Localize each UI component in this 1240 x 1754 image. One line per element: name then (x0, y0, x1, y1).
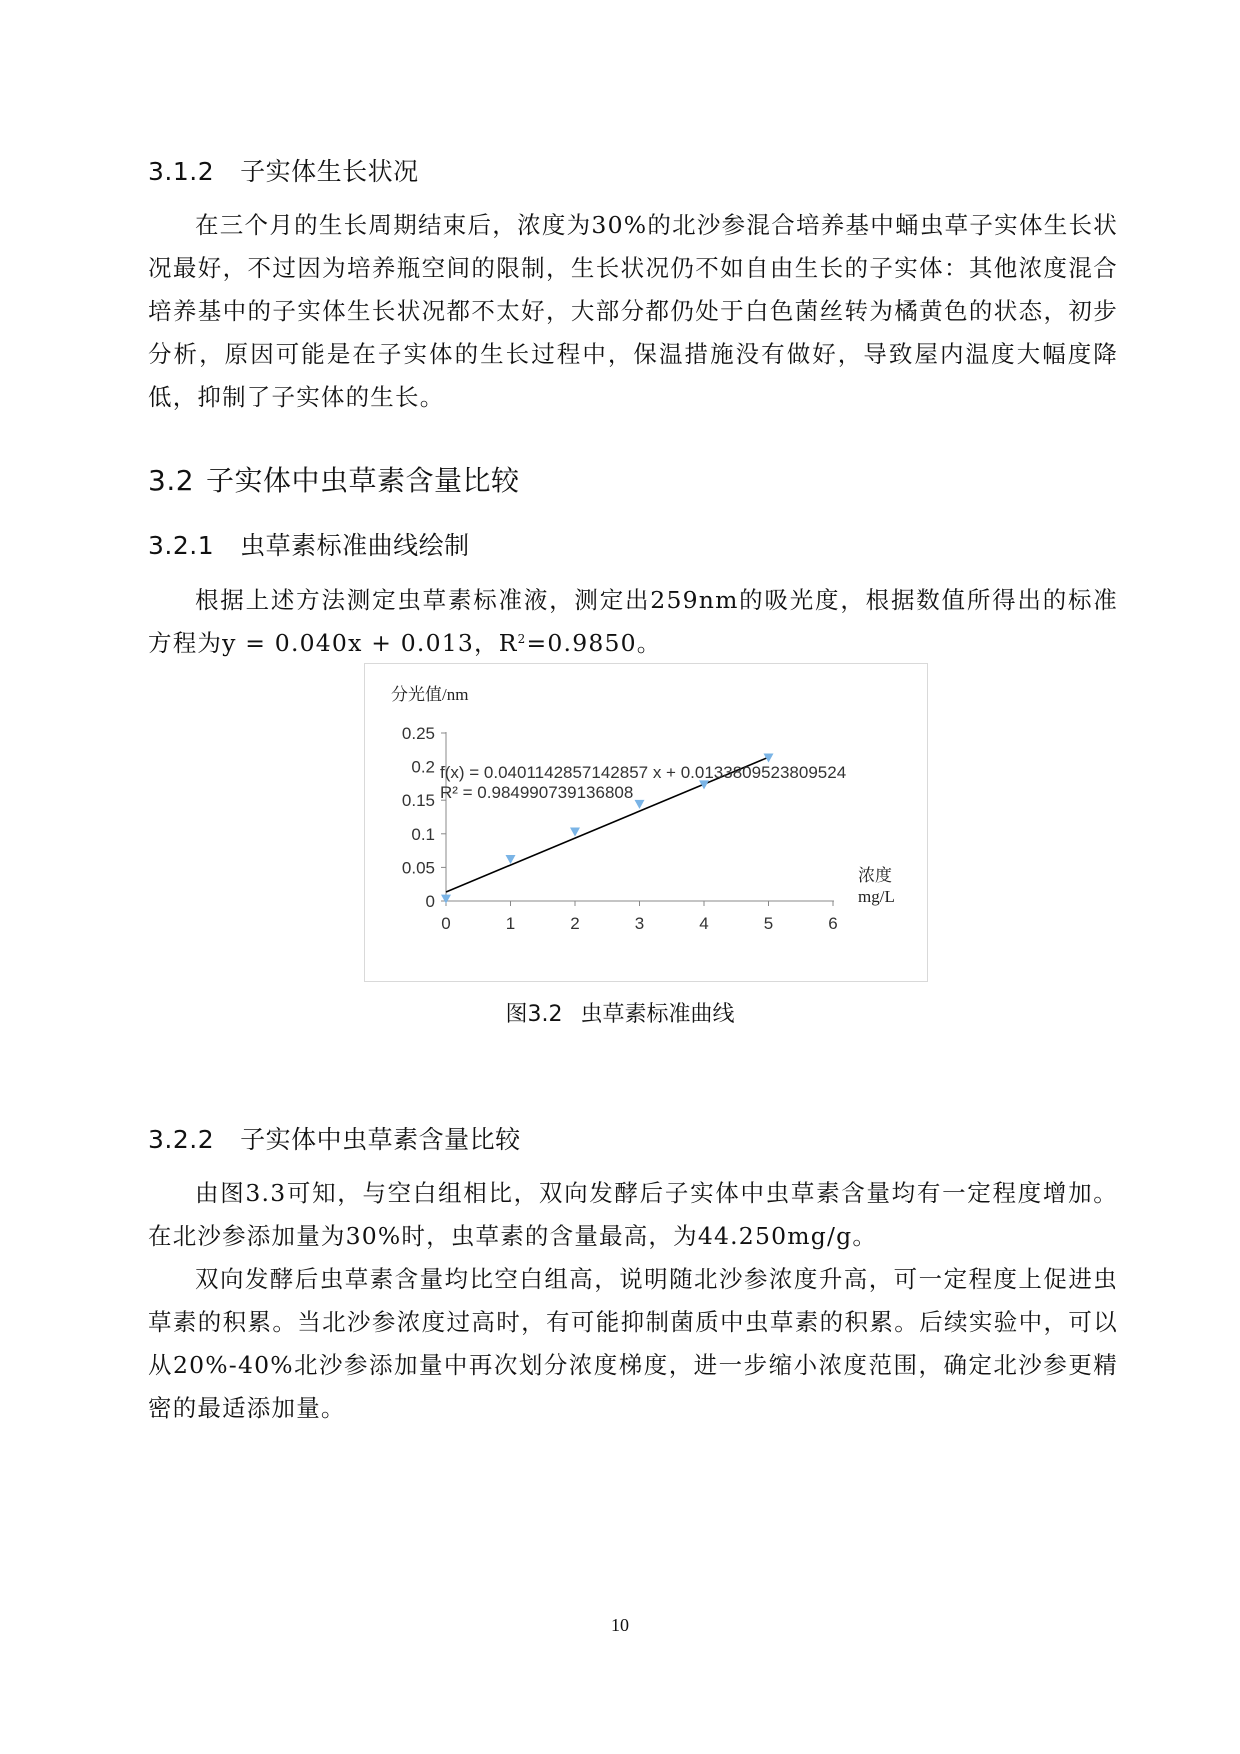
section-heading-3-1-2 (148, 156, 1118, 188)
section-title: 子实体生长状况 (240, 157, 419, 186)
paragraph-growth: 在三个月的生长周期结束后，浓度为30%的北沙参混合培养基中蛹虫草子实体生长状况最好，不过因为培养瓶空间的限制，生长状况仍不如自由生长的子实体：其他浓度混合培养基中的子实体生长状况都不太好，大部分都仍处于白色菌丝转为橘黄色的状态，初步分析，原因可能是在子实体的生长过程中，保温措施没有做好，导致屋内温度大幅度降低，抑制了子实体的生长。 (148, 211, 1118, 411)
paragraph-standard-curve (148, 579, 1118, 665)
section-title: 子实体中虫草素含量比较 (206, 464, 520, 497)
data-point (506, 855, 516, 864)
figure-caption (0, 1000, 1240, 1030)
paragraph-text-b: =0.9850。 (526, 629, 662, 657)
section-number: 3.2.1 (148, 531, 215, 560)
paragraph-content-2: 双向发酵后虫草素含量均比空白组高，说明随北沙参浓度升高，可一定程度上促进虫草素的积累。当北沙参浓度过高时，有可能抑制菌质中虫草素的积累。后续实验中，可以从20%-40%北沙参添加量中再次划分浓度梯度，进一步缩小浓度范围，确定北沙参更精密的最适添加量。 (148, 1265, 1118, 1422)
x-tick-label: 6 (828, 914, 838, 933)
trendline-equation: f(x) = 0.0401142857142857 x + 0.0133809523809524 (440, 763, 847, 782)
section-number: 3.1.2 (148, 157, 215, 186)
x-tick-label: 3 (634, 914, 645, 933)
figure-title: 虫草素标准曲线 (580, 1002, 735, 1027)
data-point (441, 895, 451, 904)
y-axis-label: 分光值/nm (391, 685, 469, 704)
y-tick-label: 0.2 (411, 757, 435, 777)
y-tick-label: 0.05 (401, 858, 435, 878)
section-number: 3.2 (148, 464, 195, 497)
r-squared-label: R² = 0.984990739136808 (440, 783, 634, 802)
data-point (635, 800, 645, 809)
chart-svg (365, 664, 929, 983)
paragraph-text-a: 根据上述方法测定虫草素标准液，测定出259nm的吸光度，根据数值所得出的标准方程为y = 0.040x + 0.013，R (148, 586, 1118, 657)
section-number: 3.2.2 (148, 1125, 215, 1154)
x-ticks (441, 901, 837, 933)
section-title: 虫草素标准曲线绘制 (240, 531, 470, 560)
x-axis-label-line1: 浓度 (858, 866, 892, 885)
section-title: 子实体中虫草素含量比较 (240, 1125, 521, 1154)
y-tick-label: 0 (425, 892, 435, 911)
y-tick-label: 0.15 (401, 791, 435, 811)
data-point (570, 827, 580, 836)
x-tick-label: 0 (441, 914, 451, 933)
x-tick-label: 5 (763, 914, 774, 933)
section-heading-3-2 (148, 463, 1118, 499)
figure-number: 图3.2 (505, 1002, 563, 1027)
superscript: 2 (517, 632, 527, 646)
section-heading-3-2-1 (148, 530, 1118, 562)
section-heading-3-2-2 (148, 1124, 1118, 1156)
standard-curve-chart (364, 663, 928, 982)
page-number: 10 (611, 1615, 629, 1635)
y-tick-label: 0.25 (401, 724, 435, 743)
y-ticks (402, 724, 446, 911)
x-tick-label: 4 (699, 914, 709, 933)
y-tick-label: 0.1 (411, 824, 435, 844)
paragraph-content-1: 由图3.3可知，与空白组相比，双向发酵后子实体中虫草素含量均有一定程度增加。在北沙参添加量为30%时，虫草素的含量最高，为44.250mg/g。 (148, 1179, 1118, 1250)
x-axis-label-line2: mg/L (858, 887, 895, 906)
x-tick-label: 1 (505, 914, 516, 933)
x-tick-label: 2 (570, 914, 580, 933)
